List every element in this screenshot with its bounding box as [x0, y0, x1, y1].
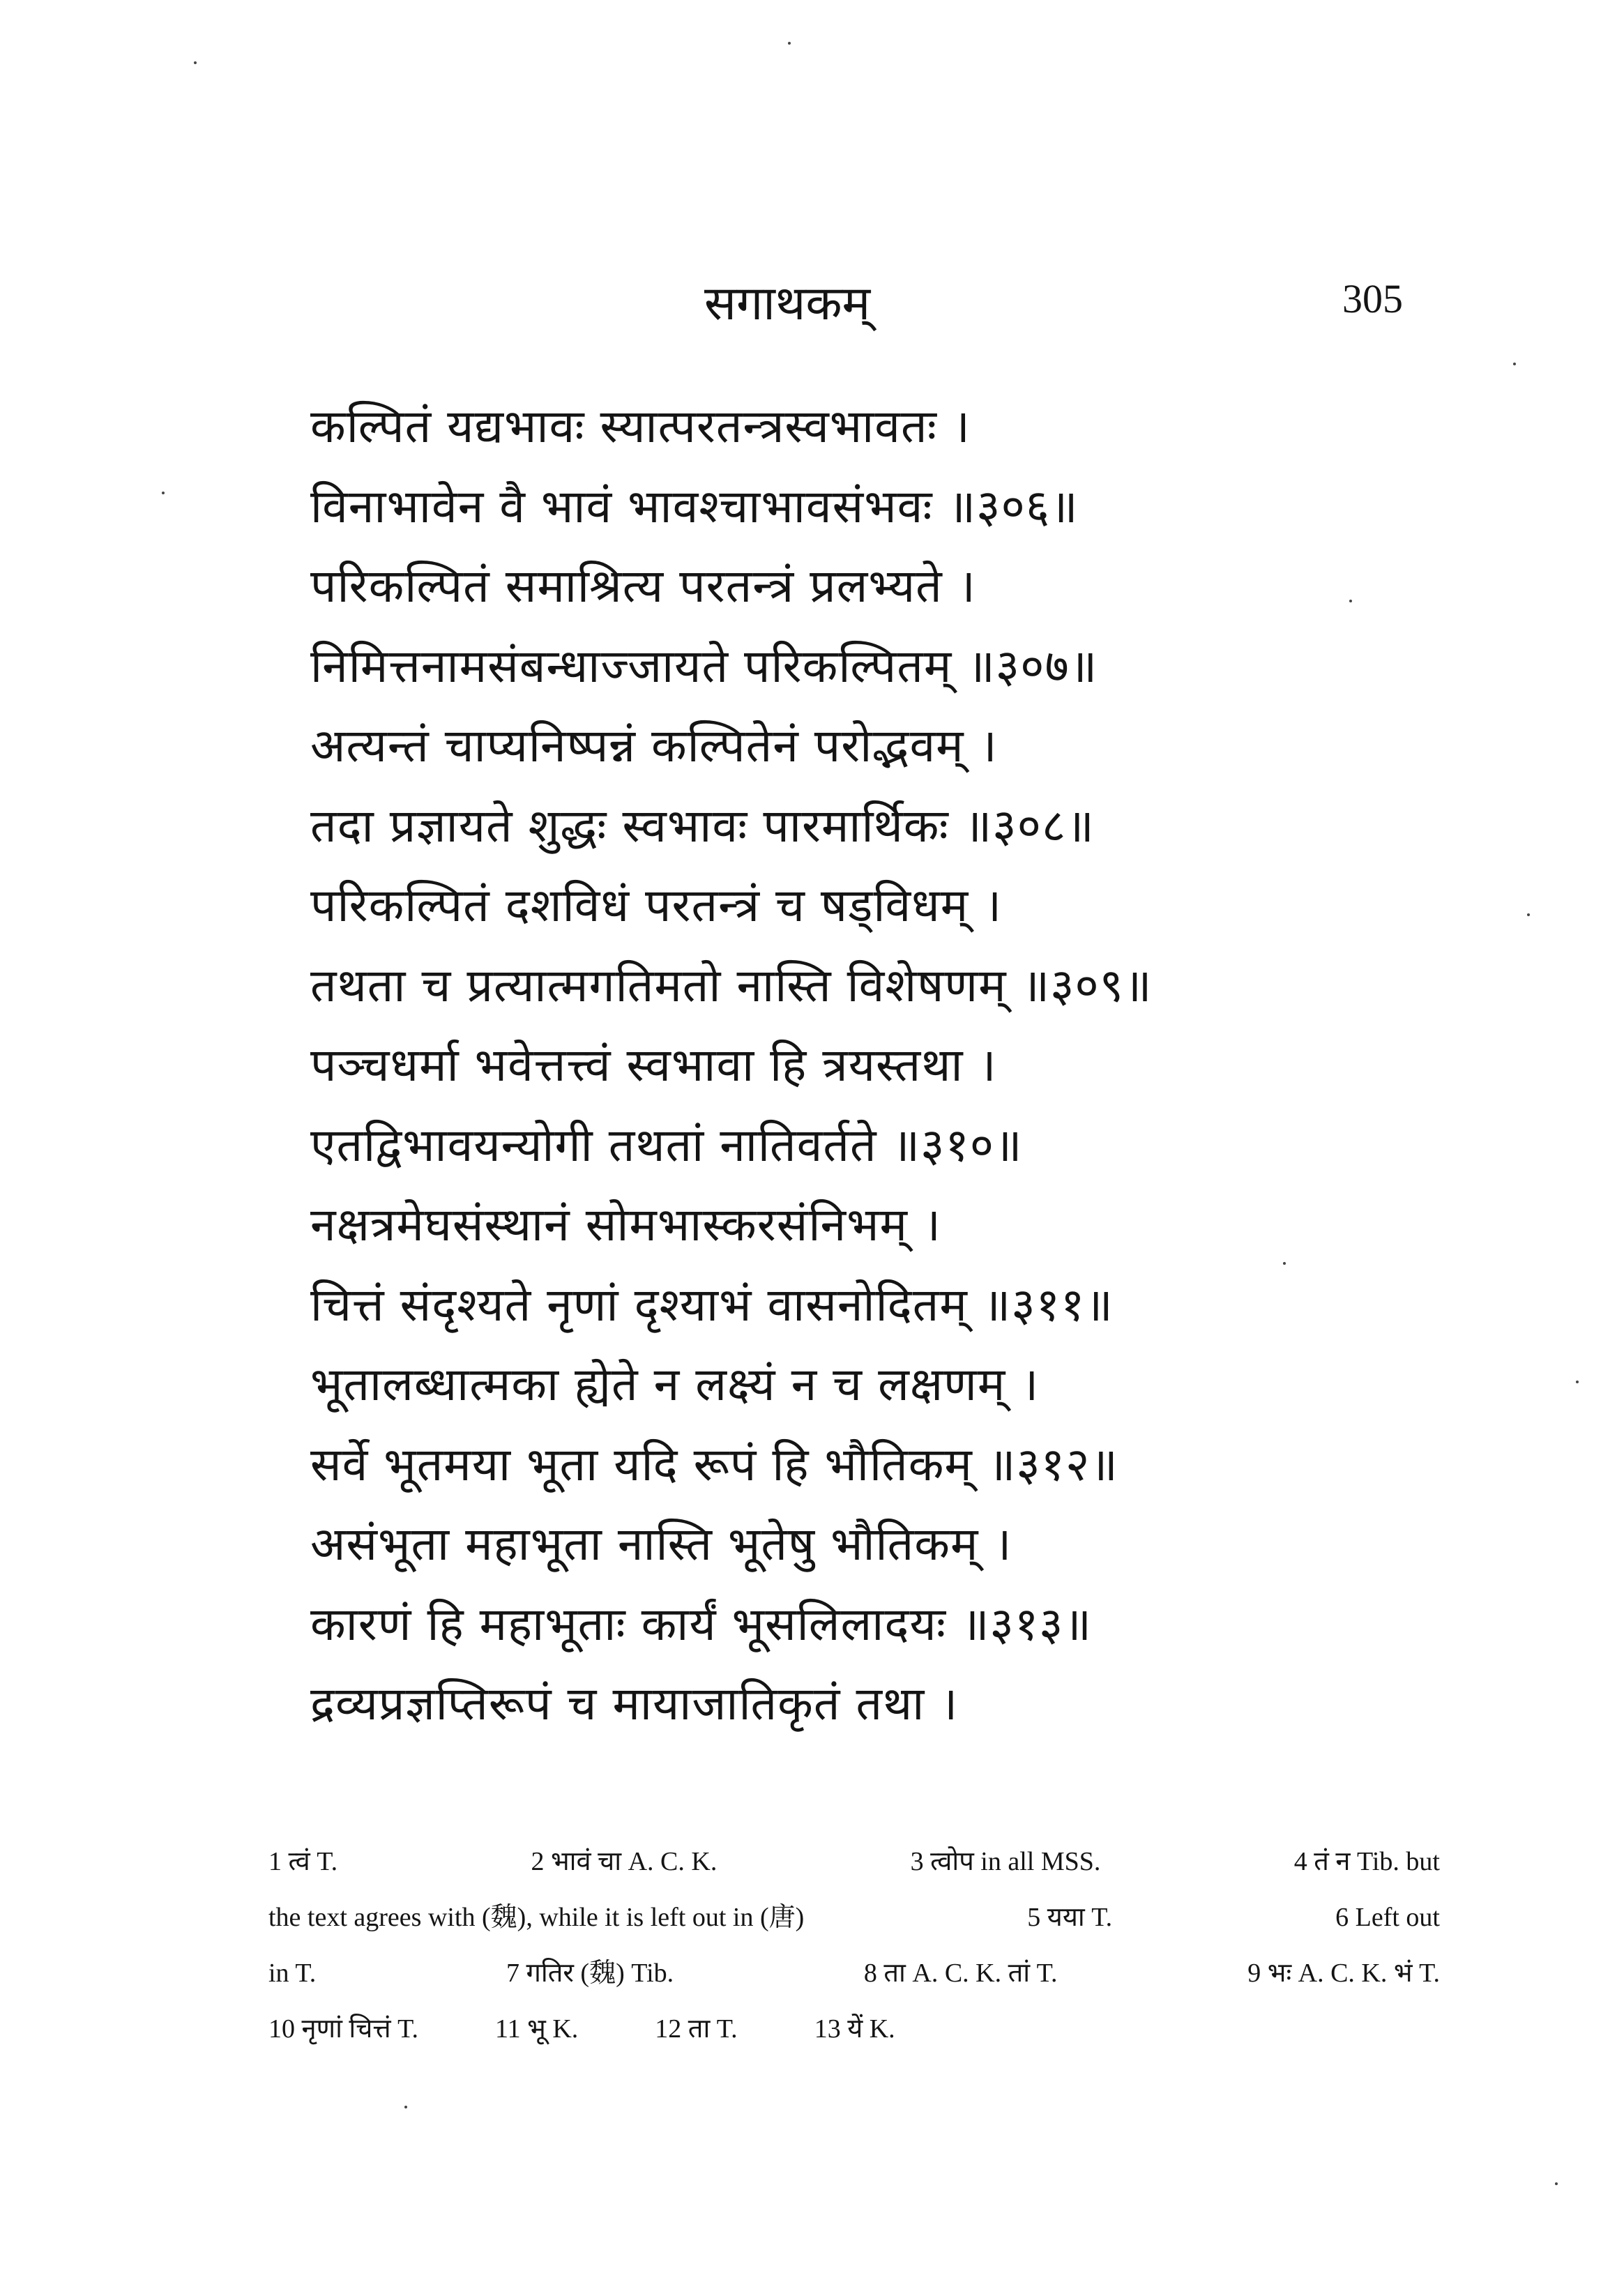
footnote: 10 नृणां चित्तं T. [268, 2014, 419, 2044]
scan-speck [1576, 1381, 1579, 1383]
footnote: 6 Left out [1335, 1903, 1440, 1932]
scan-speck [1283, 1262, 1286, 1265]
scan-speck [1349, 600, 1352, 602]
verse-line: चित्तं संदृश्यते नृणां दृश्याभं वासनोदितम् ॥३११॥ [310, 1277, 1114, 1332]
footnote: 9 भः A. C. K. भं T. [1247, 1959, 1440, 1988]
scan-speck [1513, 363, 1516, 365]
page-number: 305 [1342, 276, 1403, 321]
verse-line: विनाभावेन वै भावं भावश्चाभावसंभवः ॥३०६॥ [310, 479, 1079, 533]
verse-line: निमित्तनामसंबन्धाज्जायते परिकल्पितम् ॥३०७॥ [310, 639, 1098, 693]
footnote: 12 ता T. [655, 2014, 738, 2044]
footnote-row [268, 1890, 1440, 1945]
verse-line: तदा प्रज्ञायते शुद्धः स्वभावः पारमार्थिकः ॥३०८॥ [310, 798, 1095, 853]
footnote: 11 भू K. [495, 2014, 579, 2044]
verse-line: परिकल्पितं दशविधं परतन्त्रं च षड्विधम् । [310, 879, 1003, 932]
footnote-row [268, 1834, 1440, 1890]
scan-speck [788, 42, 791, 45]
scan-speck [404, 2106, 407, 2108]
footnote: 5 यया T. [1027, 1903, 1113, 1932]
footnote: 8 ता A. C. K. तां T. [863, 1959, 1058, 1988]
footnote: 1 त्वं T. [268, 1847, 338, 1876]
verse-line: द्रव्यप्रज्ञप्तिरूपं च मायाजातिकृतं तथा । [310, 1677, 959, 1731]
verse-line: एतद्विभावयन्योगी तथतां नातिवर्तते ॥३१०॥ [310, 1118, 1023, 1172]
scan-speck [1527, 913, 1530, 916]
verse-line: कारणं हि महाभूताः कार्यं भूसलिलादयः ॥३१३॥ [310, 1597, 1093, 1651]
verse-line: पञ्चधर्मा भवेत्तत्त्वं स्वभावा हि त्रयस्तथा । [310, 1038, 997, 1092]
verse-line: कल्पितं यद्यभावः स्यात्परतन्त्रस्वभावतः । [310, 400, 971, 453]
running-title: सगाथकम् [704, 276, 871, 331]
verse-line: असंभूता महाभूता नास्ति भूतेषु भौतिकम् । [310, 1517, 1012, 1571]
verse-line: तथता च प्रत्यात्मगतिमतो नास्ति विशेषणम् ॥३०९॥ [310, 958, 1153, 1012]
footnote-row [268, 2001, 1440, 2057]
footnote-row [268, 1945, 1440, 2001]
footnote: 13 यें K. [814, 2014, 895, 2044]
footnote: 2 भावं चा A. C. K. [531, 1847, 718, 1876]
verse-line: सर्वे भूतमया भूता यदि रूपं हि भौतिकम् ॥३१२॥ [310, 1437, 1118, 1491]
footnote: in T. [268, 1959, 317, 1988]
footnotes [268, 1834, 1440, 2057]
scan-speck [162, 492, 165, 494]
verse-line: भूतालब्धात्मका ह्येते न लक्ष्यं न च लक्षणम् । [310, 1358, 1040, 1411]
footnote: 7 गतिर (魏) Tib. [506, 1959, 674, 1988]
footnote: the text agrees with (魏), while it is left out in (唐) [268, 1903, 805, 1932]
scan-speck [1555, 2182, 1558, 2185]
footnote: 4 तं न Tib. but [1293, 1847, 1440, 1876]
verse-line: परिकल्पितं समाश्रित्य परतन्त्रं प्रलभ्यते । [310, 559, 976, 613]
verse-line: नक्षत्रमेघसंस्थानं सोमभास्करसंनिभम् । [310, 1198, 941, 1252]
scan-speck [194, 61, 197, 64]
footnote: 3 त्वोप in all MSS. [910, 1847, 1101, 1876]
verse-block [310, 387, 1496, 1744]
verse-line: अत्यन्तं चाप्यनिष्पन्नं कल्पितेनं परोद्भवम् । [310, 719, 998, 773]
